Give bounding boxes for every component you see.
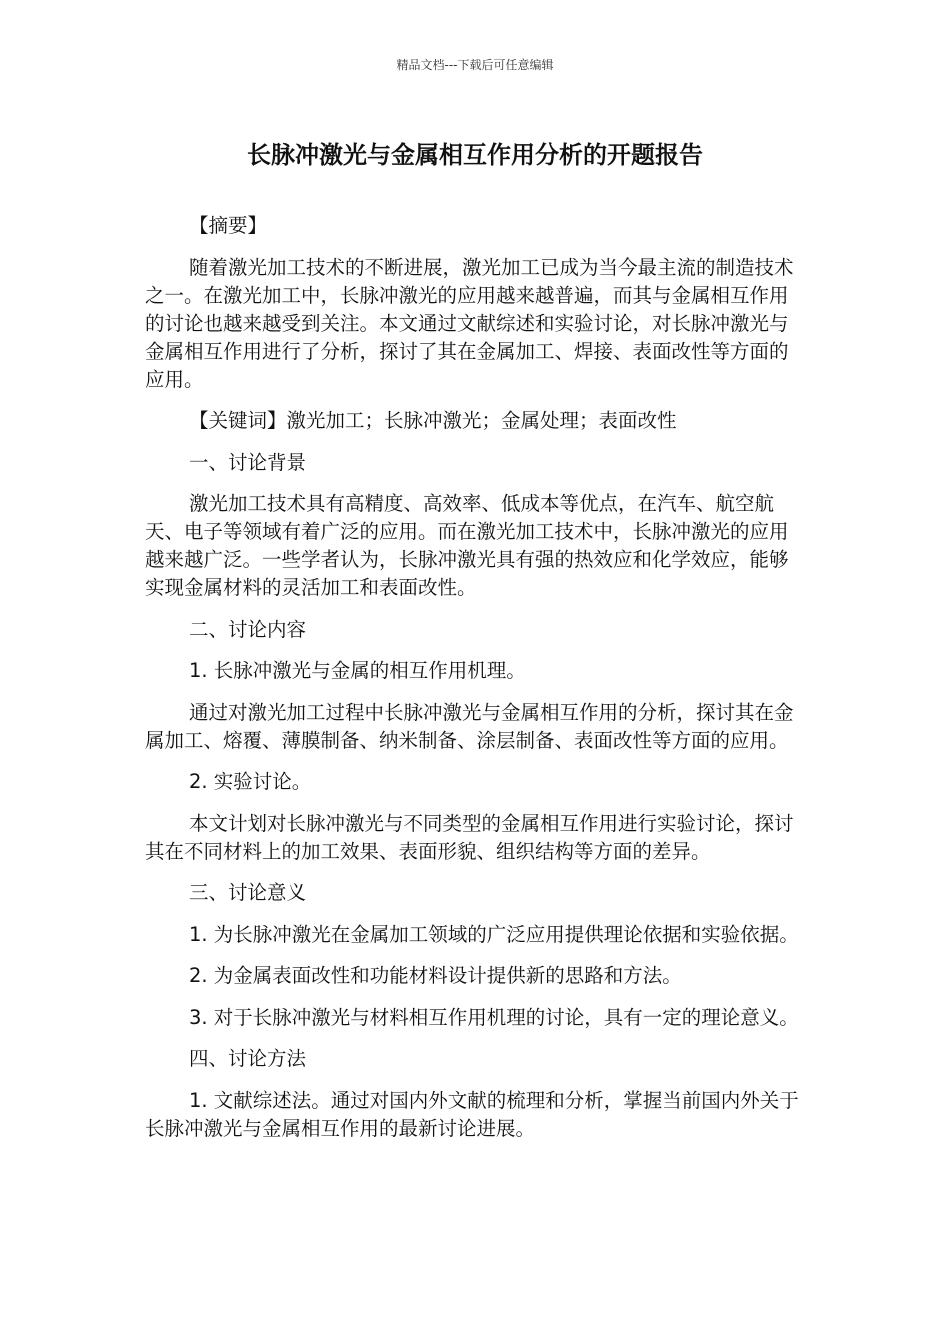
abstract-paragraph: 随着激光加工技术的不断进展，激光加工已成为当今最主流的制造技术之一。在激光加工中，长脉冲激光的应用越来越普遍，而其与金属相互作用的讨论也越来越受到关注。本文通过文献综述和实验讨论，对长脉冲激光与金属相互作用进行了分析，探讨了其在金属加工、焊接、表面改性等方面的应用。 xyxy=(145,255,794,391)
document-body xyxy=(145,212,805,1156)
page-header: 精品文档---下载后可任意编辑 xyxy=(396,58,554,72)
section-heading-methods: 四、讨论方法 xyxy=(189,1047,307,1070)
section-heading-content: 二、讨论内容 xyxy=(189,617,307,641)
background-paragraph: 激光加工技术具有高精度、高效率、低成本等优点，在汽车、航空航天、电子等领域有着广泛的应用。而在激光加工技术中，长脉冲激光的应用越来越广泛。一些学者认为，长脉冲激光具有强的热效应和化学效应，能够实现金属材料的灵活加工和表面改性。 xyxy=(145,492,789,599)
section-heading-background: 一、讨论背景 xyxy=(189,450,307,474)
abstract-heading: 【摘要】 xyxy=(189,214,268,237)
document-title: 长脉冲激光与金属相互作用分析的开题报告 xyxy=(247,141,703,169)
content-item-2: 2. 实验讨论。 xyxy=(189,770,312,793)
content-item-1-paragraph: 通过对激光加工过程中长脉冲激光与金属相互作用的分析，探讨其在金属加工、熔覆、薄膜制备、纳米制备、涂层制备、表面改性等方面的应用。 xyxy=(145,700,794,752)
keywords-paragraph: 【关键词】激光加工；长脉冲激光；金属处理；表面改性 xyxy=(189,409,677,432)
section-heading-significance: 三、讨论意义 xyxy=(189,881,307,904)
significance-item-2: 2. 为金属表面改性和功能材料设计提供新的思路和方法。 xyxy=(189,964,682,987)
significance-item-1: 1. 为长脉冲激光在金属加工领域的广泛应用提供理论依据和实验依据。 xyxy=(189,922,799,946)
content-item-2-paragraph: 本文计划对长脉冲激光与不同类型的金属相互作用进行实验讨论，探讨其在不同材料上的加工效果、表面形貌、组织结构等方面的差异。 xyxy=(145,811,794,863)
methods-item-1: 1. 文献综述法。通过对国内外文献的梳理和分析，掌握当前国内外关于长脉冲激光与金属相互作用的最新讨论进展。 xyxy=(145,1088,799,1140)
significance-item-3: 3. 对于长脉冲激光与材料相互作用机理的讨论，具有一定的理论意义。 xyxy=(189,1005,799,1029)
content-item-1: 1. 长脉冲激光与金属的相互作用机理。 xyxy=(189,659,526,682)
